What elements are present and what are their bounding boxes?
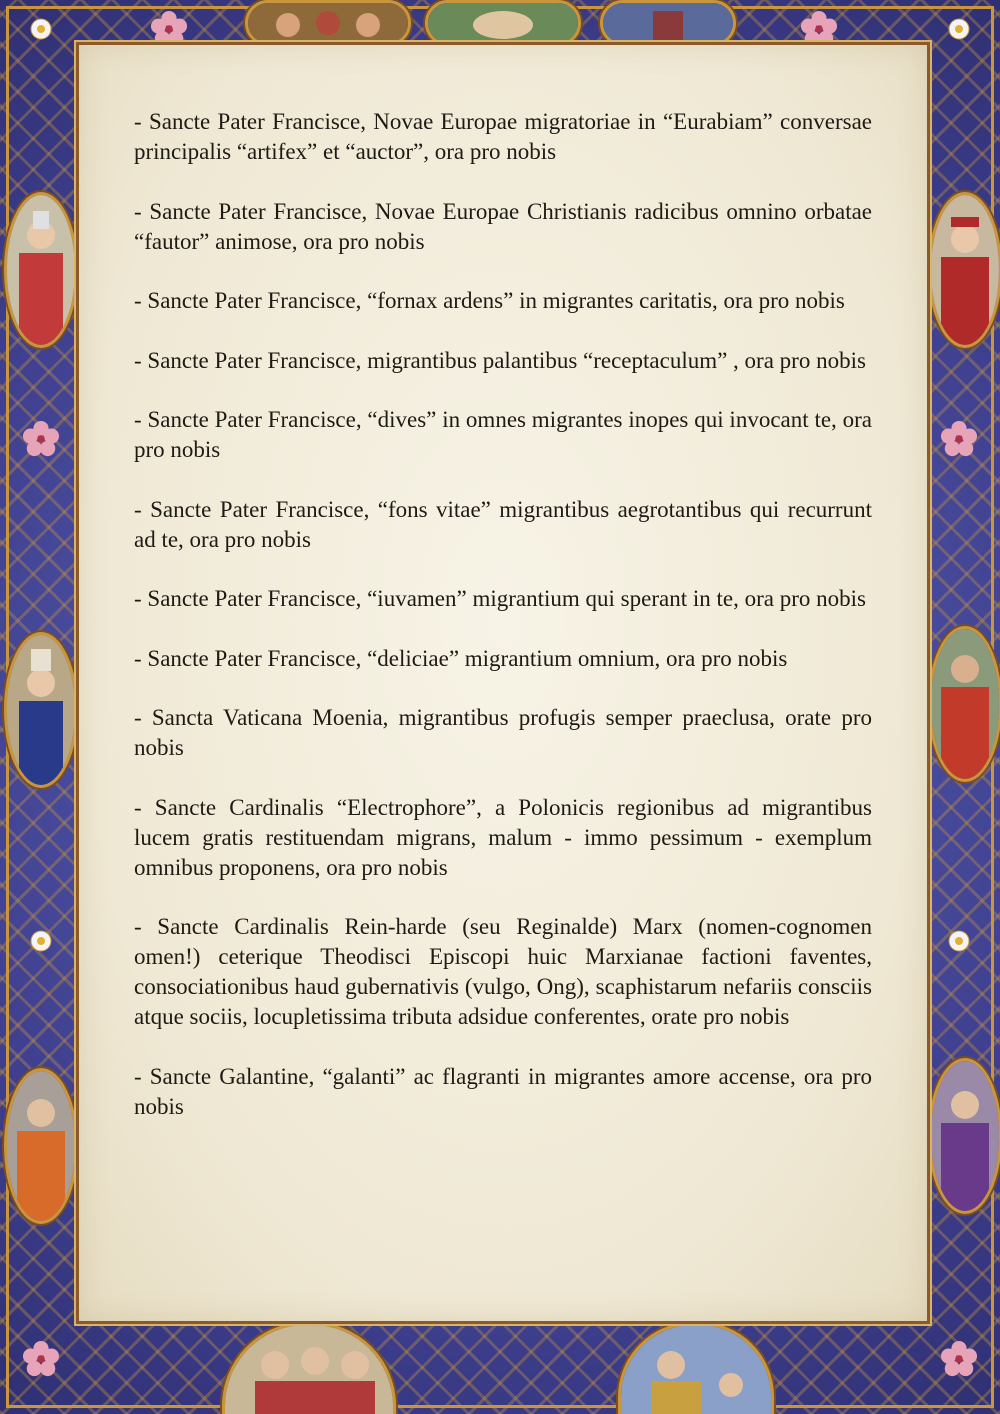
top-center-miniature: [425, 0, 581, 46]
bottom-right-miniature: [618, 1322, 774, 1414]
flower-ornament: [940, 1340, 978, 1378]
top-right-miniature: [600, 0, 736, 46]
litany-text: [134, 107, 872, 1151]
daisy-ornament: [30, 930, 52, 952]
invocation-1: - Sancte Pater Francisce, Novae Europae migratoriae in “Eurabiam” conversae principalis “artifex” et “auctor”, ora pro nobis: [134, 109, 872, 164]
flower-ornament: [22, 420, 60, 458]
invocation-4: - Sancte Pater Francisce, migrantibus palantibus “receptaculum” , ora pro nobis: [134, 347, 866, 373]
right-miniature-prelate: [928, 1058, 1000, 1214]
invocation-2: - Sancte Pater Francisce, Novae Europae Christianis radicibus omnino orbatae “fautor” animose, ora pro nobis: [134, 198, 872, 254]
right-miniature-pilgrim: [928, 626, 1000, 782]
parchment-panel: [76, 42, 930, 1324]
flower-ornament: [22, 1340, 60, 1378]
left-miniature-saint: [4, 1068, 78, 1224]
invocation-12: - Sancte Galantine, “galanti” ac flagranti in migrantes amore accense, ora pro nobis: [134, 1063, 872, 1119]
daisy-ornament: [30, 18, 52, 40]
invocation-3: - Sancte Pater Francisce, “fornax ardens” in migrantes caritatis, ora pro nobis: [134, 288, 845, 313]
invocation-11: - Sancte Cardinalis Rein-harde (seu Reginalde) Marx (nomen-cognomen omen!) ceterique Theodisci Episcopi huic Marxianae factioni faventes, consociationibus haud gubernativis (vulgo, Ong), scaphistarum nefariis consciis atque sociis, locupletissima tributa adsidue conferentes, orate pro nobis: [134, 914, 872, 1029]
top-left-miniature: [245, 0, 411, 46]
left-miniature-pope: [4, 192, 78, 348]
daisy-ornament: [948, 18, 970, 40]
invocation-8: - Sancte Pater Francisce, “deliciae” migrantium omnium, ora pro nobis: [134, 645, 788, 671]
invocation-6: - Sancte Pater Francisce, “fons vitae” migrantibus aegrotantibus qui recurrunt ad te, ora pro nobis: [134, 496, 872, 552]
bottom-left-miniature: [222, 1322, 396, 1414]
right-miniature-cardinal: [928, 192, 1000, 348]
invocation-9: - Sancta Vaticana Moenia, migrantibus profugis semper praeclusa, orate pro nobis: [134, 705, 872, 760]
flower-ornament: [940, 420, 978, 458]
left-miniature-bishop: [4, 632, 78, 788]
invocation-7: - Sancte Pater Francisce, “iuvamen” migrantium qui sperant in te, ora pro nobis: [134, 586, 866, 611]
invocation-10: - Sancte Cardinalis “Electrophore”, a Polonicis regionibus ad migrantibus lucem gratis restituendam migrans, malum - immo pessimum - exemplum omnibus proponens, ora pro nobis: [134, 794, 872, 880]
invocation-5: - Sancte Pater Francisce, “dives” in omnes migrantes inopes qui invocant te, ora pro nobis: [134, 407, 872, 462]
daisy-ornament: [948, 930, 970, 952]
